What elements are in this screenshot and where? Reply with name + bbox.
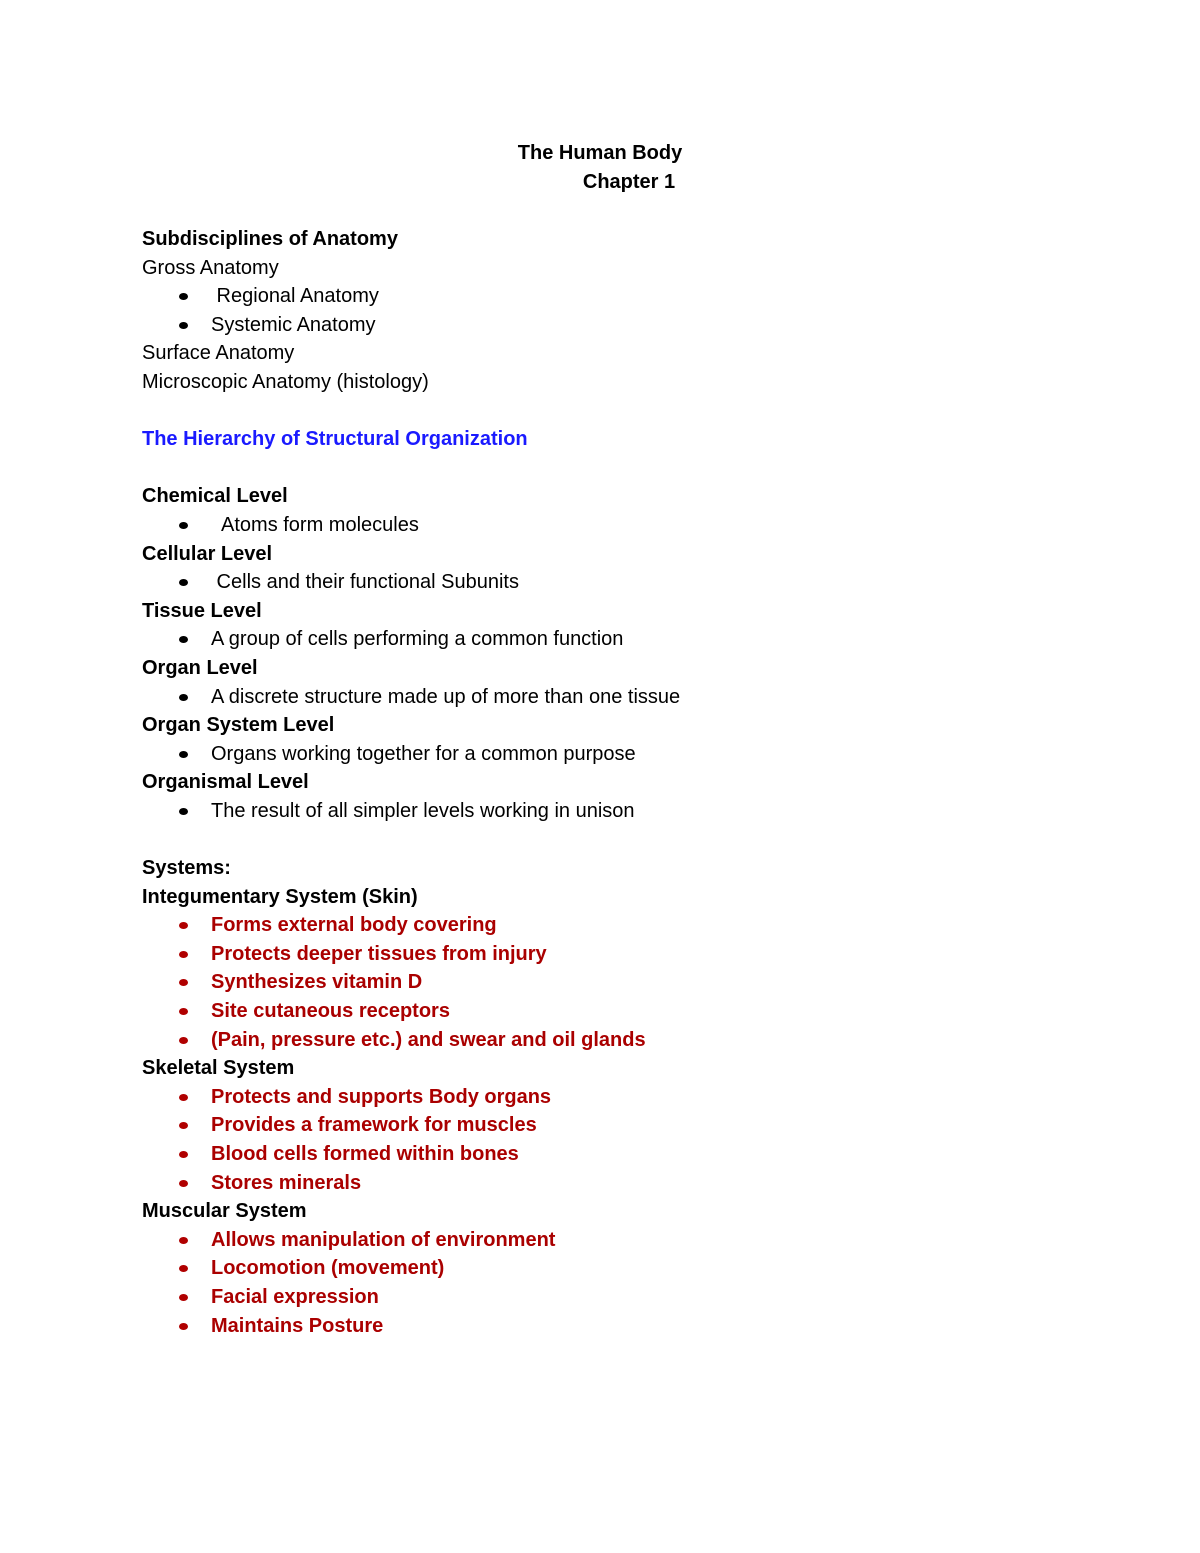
muscular-list — [142, 1226, 1142, 1340]
level-list — [142, 625, 1142, 654]
title-main: The Human Body — [517, 142, 683, 164]
list-item-text: Maintains Posture — [211, 1314, 384, 1337]
bullet-icon — [179, 751, 188, 758]
skeletal-list — [142, 1083, 1142, 1197]
list-item-text: Regional Anatomy — [211, 285, 379, 308]
level-list — [142, 568, 1142, 597]
list-item-text: Allows manipulation of environment — [211, 1228, 556, 1251]
integumentary-list — [142, 911, 1142, 1054]
microscopic-anatomy-label: Microscopic Anatomy (histology) — [142, 370, 429, 393]
muscular-heading: Muscular System — [142, 1200, 307, 1223]
list-item — [142, 1254, 1142, 1283]
list-item — [142, 911, 1142, 940]
level-heading: Organismal Level — [142, 771, 309, 794]
list-item — [142, 311, 1142, 340]
bullet-icon — [179, 808, 188, 815]
list-item — [142, 1140, 1142, 1169]
bullet-icon — [179, 1008, 188, 1015]
bullet-icon — [179, 636, 188, 643]
list-item-text: The result of all simpler levels working in unison — [211, 799, 635, 822]
list-item — [142, 1083, 1142, 1112]
list-item — [142, 740, 1142, 769]
list-item — [142, 1026, 1142, 1055]
level-list — [142, 797, 1142, 826]
list-item-text: Atoms form molecules — [211, 513, 419, 536]
list-item — [142, 1111, 1142, 1140]
bullet-icon — [179, 1037, 188, 1044]
bullet-icon — [179, 1122, 188, 1129]
list-item — [142, 1312, 1142, 1341]
document-body — [142, 225, 1142, 1340]
list-item-text: Stores minerals — [211, 1171, 362, 1194]
integumentary-heading: Integumentary System (Skin) — [142, 885, 418, 908]
list-item-text: Provides a framework for muscles — [211, 1114, 537, 1137]
surface-anatomy-label: Surface Anatomy — [142, 342, 295, 365]
list-item — [142, 940, 1142, 969]
list-item — [142, 683, 1142, 712]
bullet-icon — [179, 1294, 188, 1301]
systems-heading: Systems: — [142, 857, 231, 880]
level-list — [142, 511, 1142, 540]
bullet-icon — [179, 322, 188, 329]
level-heading: Organ System Level — [142, 714, 335, 737]
document-title — [0, 139, 1200, 197]
level-heading: Tissue Level — [142, 599, 262, 622]
list-item-text: Locomotion (movement) — [211, 1257, 445, 1280]
hierarchy-heading: The Hierarchy of Structural Organization — [142, 428, 528, 451]
list-item-text: Cells and their functional Subunits — [211, 571, 519, 594]
list-item-text: Forms external body covering — [211, 914, 497, 937]
level-list — [142, 740, 1142, 769]
list-item — [142, 1169, 1142, 1198]
bullet-icon — [179, 522, 188, 529]
list-item — [142, 1283, 1142, 1312]
bullet-icon — [179, 1151, 188, 1158]
level-heading: Chemical Level — [142, 485, 288, 508]
list-item-text: Organs working together for a common purpose — [211, 742, 636, 765]
level-heading: Cellular Level — [142, 542, 273, 565]
list-item — [142, 511, 1142, 540]
list-item-text: Site cutaneous receptors — [211, 1000, 450, 1023]
skeletal-heading: Skeletal System — [142, 1057, 295, 1080]
list-item-text: Protects and supports Body organs — [211, 1085, 552, 1108]
level-heading: Organ Level — [142, 656, 258, 679]
gross-anatomy-list — [142, 282, 1142, 339]
bullet-icon — [179, 951, 188, 958]
list-item-text: A discrete structure made up of more than one tissue — [211, 685, 681, 708]
list-item — [142, 625, 1142, 654]
list-item-text: Blood cells formed within bones — [211, 1143, 519, 1165]
bullet-icon — [179, 922, 188, 929]
subdisciplines-heading: Subdisciplines of Anatomy — [142, 228, 398, 250]
list-item — [142, 968, 1142, 997]
list-item-text: Synthesizes vitamin D — [211, 971, 423, 994]
bullet-icon — [179, 1180, 188, 1187]
list-item — [142, 797, 1142, 826]
bullet-icon — [179, 1094, 188, 1101]
bullet-icon — [179, 979, 188, 986]
level-list — [142, 683, 1142, 712]
list-item-text: A group of cells performing a common function — [211, 628, 624, 651]
bullet-icon — [179, 694, 188, 701]
bullet-icon — [179, 1323, 188, 1330]
bullet-icon — [179, 293, 188, 300]
list-item-text: Facial expression — [211, 1285, 379, 1308]
gross-anatomy-label: Gross Anatomy — [142, 256, 279, 279]
list-item — [142, 997, 1142, 1026]
list-item — [142, 282, 1142, 311]
list-item-text: Protects deeper tissues from injury — [211, 942, 547, 965]
list-item — [142, 568, 1142, 597]
bullet-icon — [179, 1237, 188, 1244]
list-item-text: Systemic Anatomy — [211, 313, 376, 336]
title-chapter: Chapter 1 — [582, 171, 676, 193]
bullet-icon — [179, 1265, 188, 1272]
list-item-text: (Pain, pressure etc.) and swear and oil glands — [211, 1028, 646, 1051]
bullet-icon — [179, 579, 188, 586]
list-item — [142, 1226, 1142, 1255]
